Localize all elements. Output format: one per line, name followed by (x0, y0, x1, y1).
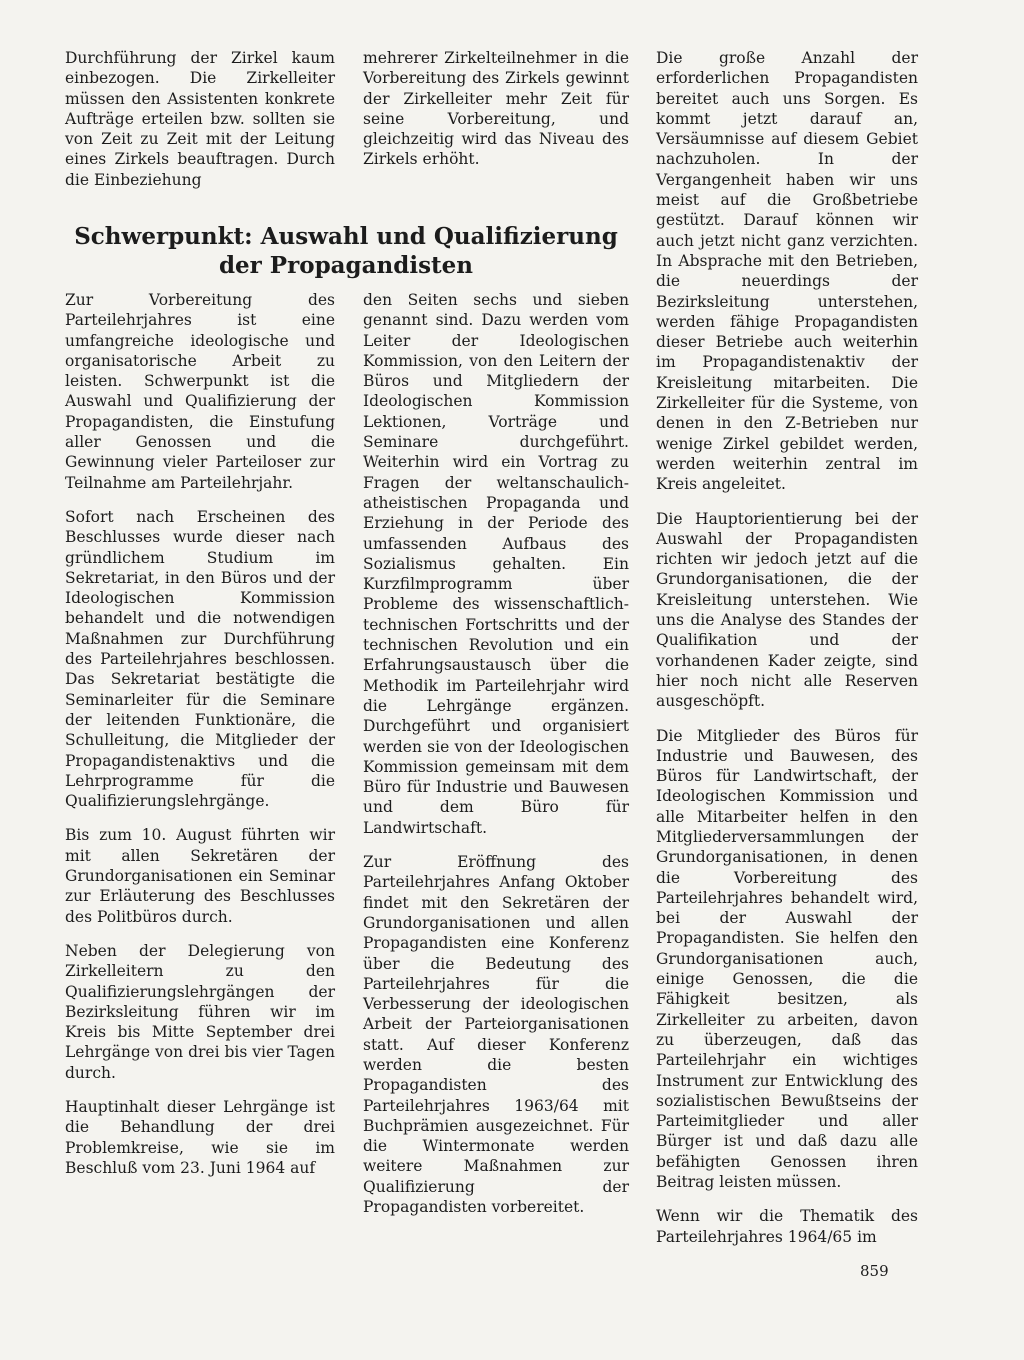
paragraph: Neben der Delegierung von Zirkelleitern zu den Qualifizierungslehrgängen der Bezirksleitung führen wir im Kreis bis Mitte September drei Lehrgänge von drei bis vier Tagen durch. (65, 941, 335, 1082)
paragraph: Zur Eröffnung des Parteilehrjahres Anfang Oktober findet mit den Sekretären der Grundorganisationen und allen Propagandisten eine Konferenz über die Bedeutung des Parteilehrjahres für die Verbesserung der ideologischen Arbeit der Parteiorganisationen statt. Auf dieser Konferenz werden die besten Propagandisten des Parteilehrjahres 1963/64 mit Buchprämien ausgezeichnet. Für die Wintermonate werden weitere Maßnahmen zur Qualifizierung der Propagandisten vorbereitet. (363, 853, 629, 1217)
paragraph: Bis zum 10. August führten wir mit allen Sekretären der Grundorganisationen ein Seminar zur Erläuterung des Beschlusses des Politbüros durch. (65, 826, 335, 926)
paragraph: mehrerer Zirkelteilnehmer in die Vorbereitung des Zirkels gewinnt der Zirkelleiter mehr Zeit für seine Vorbereitung, und gleichzeitig wird das Niveau des Zirkels erhöht. (363, 49, 629, 169)
left-column (65, 290, 335, 1178)
paragraph: Die Hauptorientierung bei der Auswahl der Propagandisten richten wir jedoch jetzt auf die Grundorganisationen, die der Kreisleitung unterstehen. Wie uns die Analyse des Standes der Qualifikation und der vorhandenen Kader zeigte, sind hier noch nicht alle Reserven ausgeschöpft. (656, 509, 918, 711)
paragraph: Die Mitglieder des Büros für Industrie und Bauwesen, des Büros für Landwirtschaft, der Ideologischen Kommission und alle Mitarbeiter helfen in den Mitgliederversammlungen der Grundorganisationen, in denen die Vorbereitung des Parteilehrjahres behandelt wird, bei der Auswahl der Propagandisten. Sie helfen den Grundorganisationen auch, einige Genossen, die die Fähigkeit besitzen, als Zirkelleiter zu arbeiten, davon zu überzeugen, daß das Parteilehrjahr ein wichtiges Instrument zur Entwicklung des sozialistischen Bewußtseins der Parteimitglieder und aller Bürger ist und daß dazu alle befähigten Genossen ihren Beitrag leisten müssen. (656, 726, 918, 1192)
paragraph: Wenn wir die Thematik des Parteilehrjahres 1964/65 im (656, 1207, 918, 1246)
right-column (656, 48, 918, 1247)
paragraph: Hauptinhalt dieser Lehrgänge ist die Behandlung der drei Problemkreise, wie sie im Beschluß vom 23. Juni 1964 auf (65, 1097, 335, 1177)
continued-text-left (65, 48, 335, 190)
paragraph: Die große Anzahl der erforderlichen Propagandisten bereitet auch uns Sorgen. Es kommt jetzt darauf an, Versäumnisse auf diesem Gebiet nachzuholen. In der Vergangenheit haben wir uns meist auf die Großbetriebe gestützt. Darauf können wir auch jetzt nicht ganz verzichten. In Absprache mit den Betrieben, die neuerdings der Bezirksleitung unterstehen, werden fähige Propagandisten dieser Betriebe auch weiterhin im Propagandistenaktiv der Kreisleitung mitarbeiten. Die Zirkelleiter für die Systeme, von denen in den Z-Betrieben nur wenige Zirkel gebildet werden, werden weiterhin zentral im Kreis angeleitet. (656, 49, 918, 494)
paragraph: Sofort nach Erscheinen des Beschlusses wurde dieser nach gründlichem Studium im Sekretariat, in den Büros und der Ideologischen Kommission behandelt und die notwendigen Maßnahmen zur Durchführung des Parteilehrjahres beschlossen. Das Sekretariat bestätigte die Seminarleiter für die Seminare der leitenden Funktionäre, die Schulleitung, die Mitglieder der Propagandistenaktivs und die Lehrprogramme für die Qualifizierungslehrgänge. (65, 507, 335, 811)
paragraph: Durchführung der Zirkel kaum einbezogen. Die Zirkelleiter müssen den Assistenten konkrete Aufträge erteilen bzw. sollten sie von Zeit zu Zeit mit der Leitung eines Zirkels beauftragen. Durch die Einbeziehung (65, 49, 335, 189)
page-number: 859 (860, 1262, 889, 1280)
section-heading: Schwerpunkt: Auswahl und Qualifizierung der Propagandisten (74, 223, 618, 279)
middle-column (363, 290, 629, 1217)
continued-text-middle (363, 48, 629, 170)
paragraph: Zur Vorbereitung des Parteilehrjahres ist eine umfangreiche ideologische und organisatorische Arbeit zu leisten. Schwerpunkt ist die Auswahl und Qualifizierung der Propagandisten, die Einstufung aller Genossen und die Gewinnung vieler Parteiloser zur Teilnahme am Parteilehrjahr. (65, 291, 335, 492)
paragraph: den Seiten sechs und sieben genannt sind. Dazu werden vom Leiter der Ideologischen Kommission, von den Leitern der Büros und Mitgliedern der Ideologischen Kommission Lektionen, Vorträge und Seminare durchgeführt. Weiterhin wird ein Vortrag zu Fragen der weltanschaulich-atheistischen Propaganda und Erziehung in der Periode des umfassenden Aufbaus des Sozialismus gehalten. Ein Kurzfilmprogramm über Probleme des wissenschaftlich-technischen Fortschritts und der technischen Revolution und ein Erfahrungsaustausch über die Methodik im Parteilehrjahr wird die Lehrgänge ergänzen. Durchgeführt und organisiert werden sie von der Ideologischen Kommission gemeinsam mit dem Büro für Industrie und Bauwesen und dem Büro für Landwirtschaft. (363, 291, 629, 837)
